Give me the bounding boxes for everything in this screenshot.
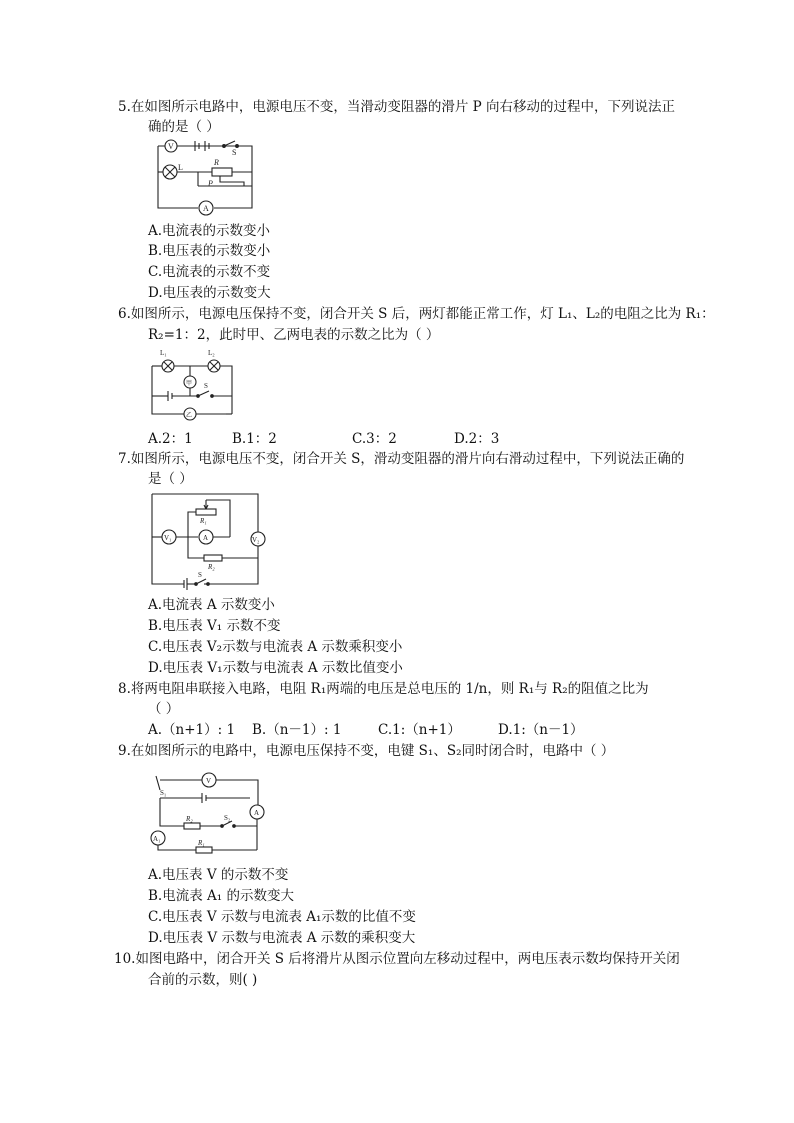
- q8-stem-line2: （ ）: [148, 701, 180, 717]
- fig7-v1-label: V₁: [164, 534, 172, 542]
- q7-circuit-figure: [148, 490, 273, 590]
- fig7-switch-label: S: [198, 571, 202, 579]
- q7-stem-line2: 是（ ）: [148, 471, 193, 487]
- fig6-lamp2-label: L₂: [208, 349, 215, 357]
- fig5-switch-label: S: [232, 148, 237, 157]
- fig9-s2-label: S₂: [224, 814, 231, 822]
- q8-stem-line1: 8.将两电阻串联接入电路，电阻 R₁两端的电压是总电压的 1/n，则 R₁与 R₂的阻值之比为: [118, 681, 649, 697]
- q5-option-c[interactable]: C.电流表的示数不变: [148, 264, 271, 280]
- q6-option-d[interactable]: D.2：3: [454, 431, 500, 447]
- q7-stem-line1: 7.如图所示，电源电压不变，闭合开关 S，滑动变阻器的滑片向右滑动过程中，下列说法正确的: [118, 451, 685, 467]
- q5-option-a[interactable]: A.电流表的示数变小: [148, 223, 271, 239]
- q10-stem-line1: 10.如图电路中，闭合开关 S 后将滑片从图示位置向左移动过程中，两电压表示数均保持开关闭: [114, 951, 680, 967]
- fig5-slider-label: P: [208, 179, 213, 188]
- q8-option-b[interactable]: B.（n－1）: 1: [252, 722, 342, 738]
- fig6-meter-yi: 乙: [186, 413, 193, 419]
- fig6-lamp1-label: L₁: [160, 349, 167, 357]
- fig9-r2-label: R₂: [186, 815, 193, 823]
- fig7-r1-label: R₁: [200, 517, 207, 525]
- q10-stem-line2: 合前的示数，则( ): [148, 972, 258, 988]
- q5-stem-line1: 5.在如图所示电路中，电源电压不变，当滑动变阻器的滑片 P 向右移动的过程中，下列说法正: [118, 99, 676, 115]
- q9-option-d[interactable]: D.电压表 V 示数与电流表 A 示数的乘积变大: [148, 930, 416, 946]
- fig7-v2-label: V₂: [252, 536, 260, 544]
- q7-option-d[interactable]: D.电压表 V₁示数与电流表 A 示数比值变小: [148, 660, 403, 676]
- fig5-voltmeter-label: V: [168, 142, 174, 151]
- fig5-rheostat-label: R: [214, 158, 219, 167]
- q5-circuit-figure: [150, 136, 260, 218]
- q5-option-d[interactable]: D.电压表的示数变大: [148, 285, 271, 301]
- fig6-switch-label: S: [204, 382, 208, 390]
- fig5-ammeter-label: A: [203, 204, 209, 213]
- q6-stem-line2: R₂=1：2，此时甲、乙两电表的示数之比为（ ）: [148, 327, 440, 343]
- q8-option-d[interactable]: D.1:（n－1）: [498, 722, 584, 738]
- fig9-ammeter-label: A: [254, 809, 260, 817]
- q5-stem-line2: 确的是（ ）: [148, 119, 220, 135]
- q6-option-a[interactable]: A.2：1: [148, 431, 193, 447]
- q8-option-a[interactable]: A.（n+1）: 1: [148, 722, 236, 738]
- fig7-ammeter-label: A: [203, 534, 209, 542]
- q7-option-a[interactable]: A.电流表 A 示数变小: [148, 597, 275, 613]
- q9-option-a[interactable]: A.电压表 V 的示数不变: [148, 867, 289, 883]
- q8-option-c[interactable]: C.1:（n+1）: [378, 722, 461, 738]
- q9-stem-line1: 9.在如图所示的电路中，电源电压保持不变，电键 S₁、S₂同时闭合时，电路中（ ）: [118, 743, 615, 759]
- fig7-r2-label: R₂: [208, 563, 215, 571]
- fig9-r1-label: R₁: [198, 839, 205, 847]
- q5-option-b[interactable]: B.电压表的示数变小: [148, 243, 271, 259]
- fig9-voltmeter-label: V: [206, 777, 212, 785]
- q6-stem-line1: 6.如图所示，电源电压保持不变，闭合开关 S 后，两灯都能正常工作，灯 L₁、L₂的电阻之比为 R₁：: [118, 306, 715, 322]
- q9-circuit-figure: [146, 768, 270, 858]
- q6-option-c[interactable]: C.3：2: [352, 431, 397, 447]
- fig6-meter-jia: 甲: [186, 381, 193, 387]
- q6-circuit-figure: [146, 344, 238, 424]
- fig9-s1-label: S₁: [160, 789, 167, 797]
- q9-option-c[interactable]: C.电压表 V 示数与电流表 A₁示数的比值不变: [148, 909, 416, 925]
- q7-option-c[interactable]: C.电压表 V₂示数与电流表 A 示数乘积变小: [148, 639, 403, 655]
- q7-option-b[interactable]: B.电压表 V₁ 示数不变: [148, 618, 281, 634]
- fig9-ammeter1-label: A₁: [153, 835, 161, 843]
- q6-option-b[interactable]: B.1：2: [232, 431, 277, 447]
- q9-option-b[interactable]: B.电流表 A₁ 的示数变大: [148, 888, 294, 904]
- fig5-lamp-label: L: [178, 163, 183, 172]
